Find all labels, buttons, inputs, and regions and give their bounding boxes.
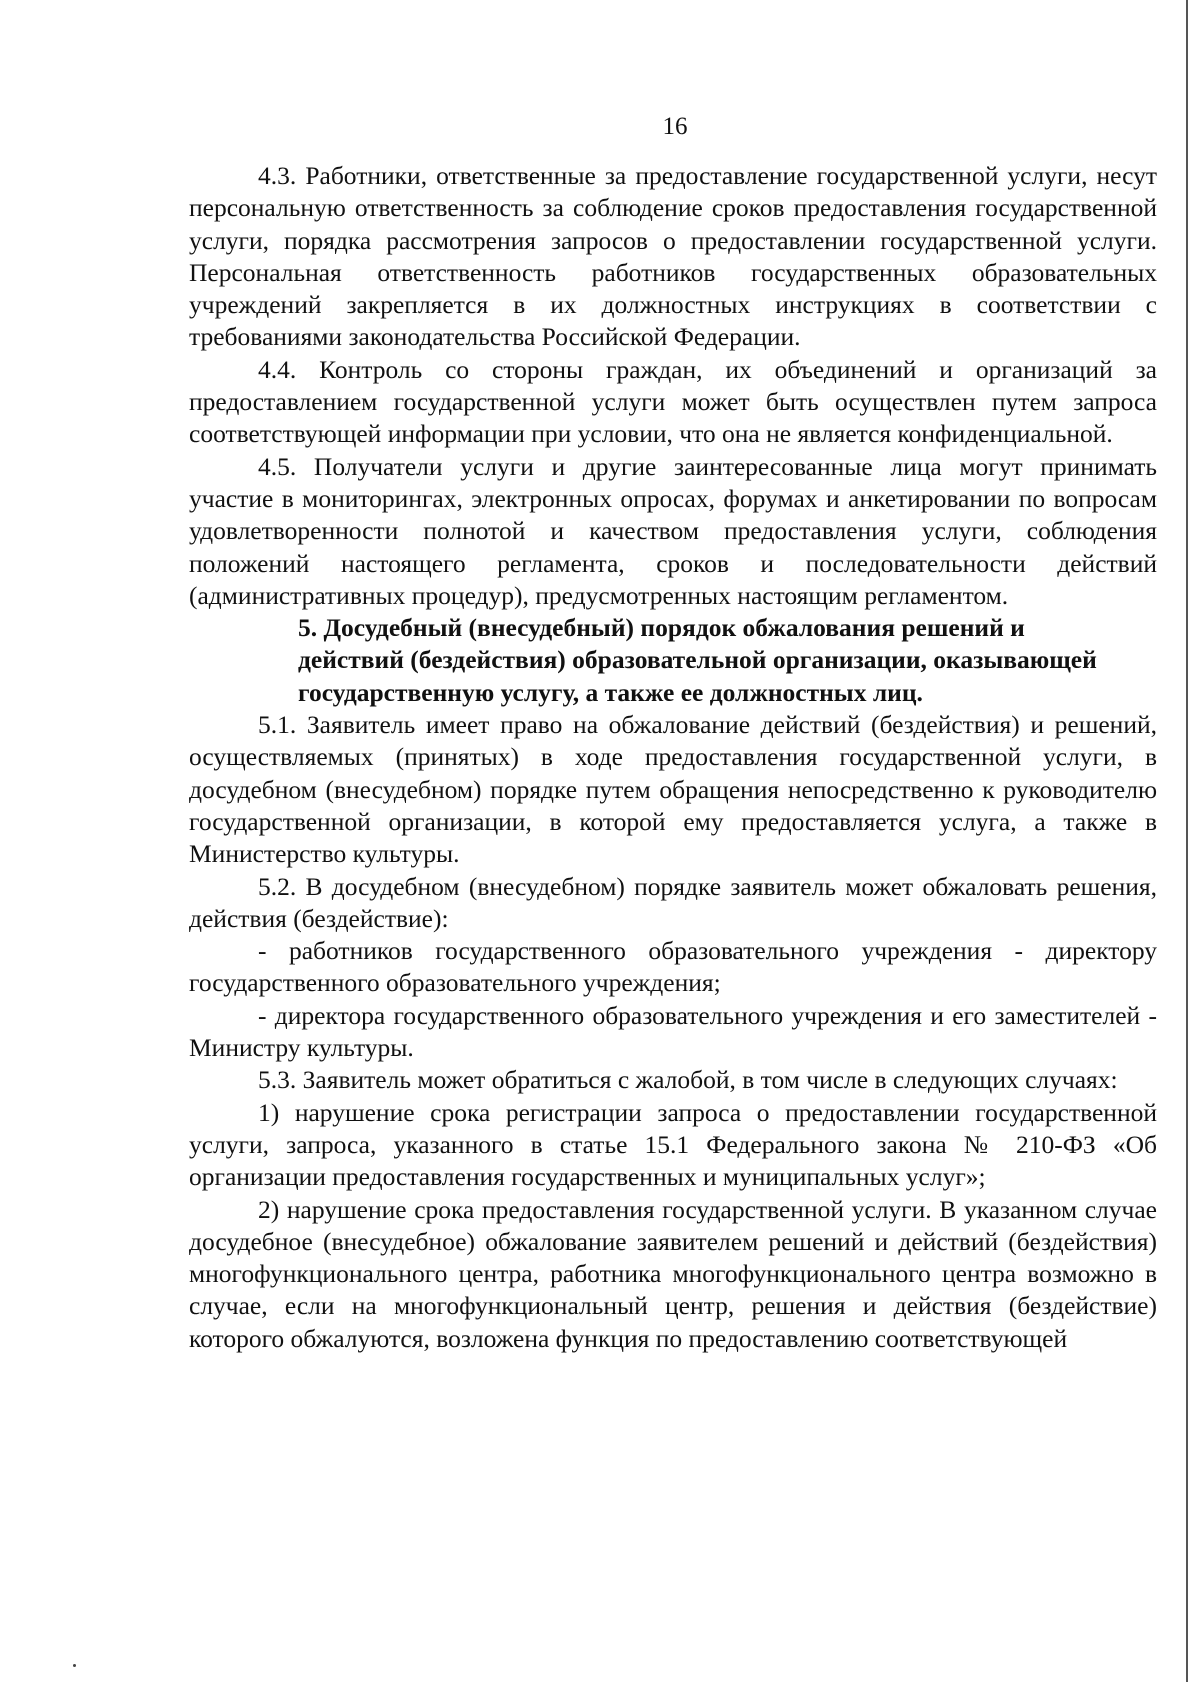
- paragraph-4-5: 4.5. Получатели услуги и другие заинтересованные лица могут принимать участие в мониторингах, электронных опросах, форумах и анкетировании по вопросам удовлетворенности полнотой и качеством предоставления услуги, соблюдения положений настоящего регламента, сроков и последовательности действий (административных процедур), предусмотренных настоящим регламентом.: [189, 451, 1157, 610]
- section-5-title-line: 5. Досудебный (внесудебный) порядок обжалования решений и: [298, 613, 1025, 643]
- paragraph-5-3-item-2: 2) нарушение срока предоставления государственной услуги. В указанном случае досудебное (внесудебное) обжалование заявителем решений и действий (бездействия) многофункционального центра, работника многофункционального центра возможно в случае, если на многофункциональный центр, решения и действия (бездействие) которого обжалуются, возложена функция по предоставлению соответствующей: [189, 1194, 1157, 1353]
- paragraph-4-4: 4.4. Контроль со стороны граждан, их объединений и организаций за предоставлением государственной услуги может быть осуществлен путем запроса соответствующей информации при условии, что она не является конфиденциальной.: [189, 354, 1157, 449]
- paragraph-5-3: 5.3. Заявитель может обратиться с жалобой, в том числе в следующих случаях:: [258, 1065, 1118, 1095]
- paragraph-5-1: 5.1. Заявитель имеет право на обжалование действий (бездействия) и решений, осуществляемых (принятых) в ходе предоставления государственной услуги, в досудебном (внесудебном) порядке путем обращения непосредственно к руководителю государственной организации, в которой ему предоставляется услуга, а также в Министерство культуры.: [189, 710, 1157, 869]
- paragraph-5-2-item-a: - работников государственного образовательного учреждения - директору государственного образовательного учреждения;: [189, 936, 1157, 998]
- page-edge-rule: [1186, 0, 1188, 1682]
- scan-speck: [73, 1664, 76, 1667]
- section-5-title: [189, 612, 1157, 709]
- paragraph-5-2-item-b: - директора государственного образовательного учреждения и его заместителей - Министру культуры.: [189, 1000, 1157, 1063]
- paragraph-4-3: 4.3. Работники, ответственные за предоставление государственной услуги, несут персональную ответственность за соблюдение сроков предоставления государственной услуги, порядка рассмотрения запросов о предоставлении государственной услуги. Персональная ответственность работников государственных образовательных учреждений закрепляется в их должностных инструкциях в соответствии с требованиями законодательства Российской Федерации.: [189, 161, 1157, 352]
- page-number: 16: [662, 113, 688, 140]
- paragraph-5-3-item-1: 1) нарушение срока регистрации запроса о предоставлении государственной услуги, запроса, указанного в статье 15.1 Федерального закона № 210-ФЗ «Об организации предоставления государственных и муниципальных услуг»;: [189, 1097, 1157, 1192]
- section-5-title-line: государственную услугу, а также ее должностных лиц.: [298, 677, 923, 707]
- paragraph-5-2: 5.2. В досудебном (внесудебном) порядке заявитель может обжаловать решения, действия (бездействие):: [189, 871, 1157, 933]
- section-5-title-line: действий (бездействия) образовательной организации, оказывающей: [298, 645, 1097, 675]
- document-body: [189, 160, 1157, 1355]
